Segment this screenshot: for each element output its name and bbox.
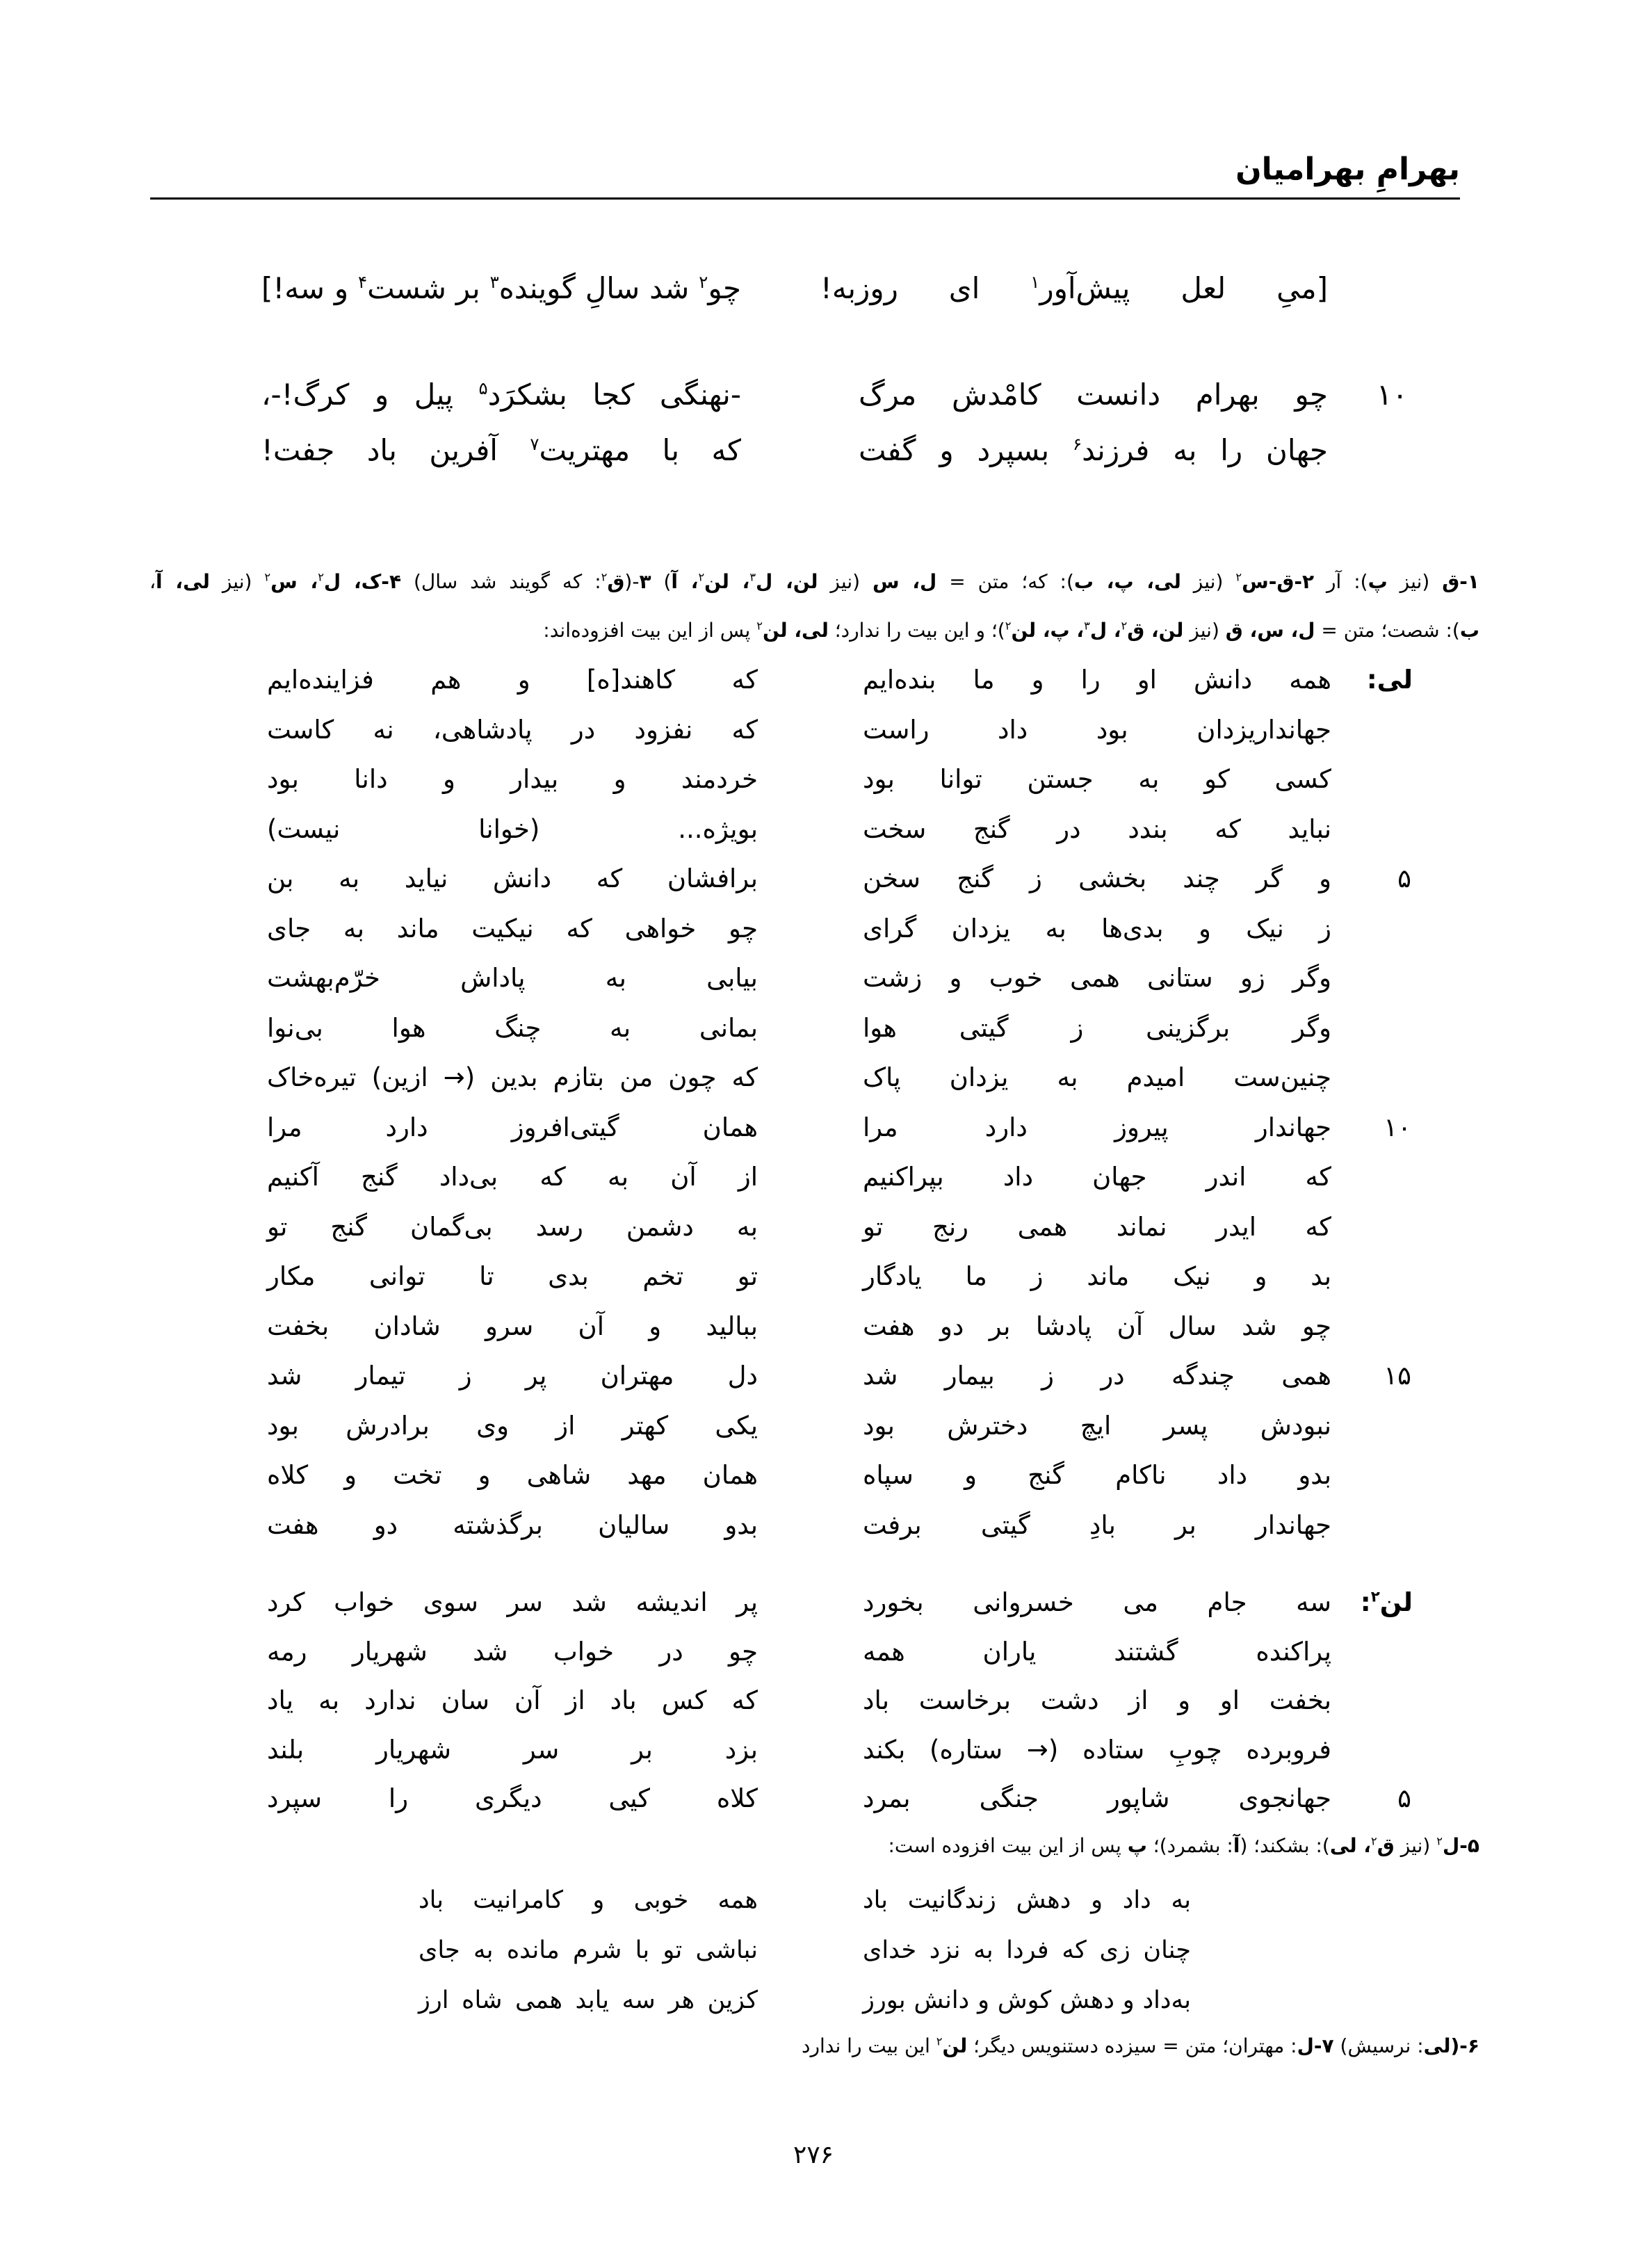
variant-verses-li — [0, 655, 1631, 1550]
footnote-line: ب): شصت؛ متن = ل، س، ق (نیز لن، ق$^۲$، ل$^۳$، پ، لن$^۲$)؛ و این بیت را ندارد؛ لی، لن$^۲$ پس از این بیت افزوده‌اند: — [543, 619, 1479, 642]
note-reference-superscript: ۳ — [1084, 619, 1090, 633]
hemistich-right: به داد و دهش زندگانیت باد — [863, 1886, 1191, 1914]
variant-verse-row — [0, 1676, 1631, 1726]
note-reference-superscript: ۳ — [489, 272, 499, 292]
hemistich-right: که ایدر نماند همی رنج تو — [863, 1211, 1331, 1242]
manuscript-siglum: ق — [1377, 1834, 1395, 1857]
variant-verse-row — [0, 1103, 1631, 1153]
hemistich-right: وگر برگزینی ز گیتی هوا — [863, 1012, 1331, 1043]
manuscript-siglum: پ — [1368, 570, 1388, 593]
variant-verse-row — [0, 1774, 1631, 1824]
added-verse-row — [0, 1925, 1631, 1975]
hemistich-left: بدو سالیان برگذشته دو هفت — [267, 1509, 758, 1540]
note-reference-superscript: ۲ — [601, 570, 608, 584]
note-reference-superscript: ۲ — [1235, 570, 1242, 584]
manuscript-label: لی: — [1366, 665, 1413, 695]
hemistich-right: به‌داد و دهش کوش و دانش بورز — [863, 1986, 1191, 2014]
manuscript-siglum: ۲-ق-س — [1242, 570, 1315, 593]
hemistich-right: [میِ لعل پیش‌آور$^۱$ ای روزبه! — [820, 271, 1328, 305]
variant-verse-row — [0, 804, 1631, 854]
hemistich-right: چو بهرام دانست کامْدش مرگ — [859, 378, 1328, 412]
manuscript-siglum: ، لن — [704, 570, 750, 593]
hemistich-right: جهانداریزدان بود داد راست — [863, 714, 1331, 745]
note-reference-superscript: ۵ — [478, 378, 488, 398]
added-verse-row — [0, 1975, 1631, 2025]
verse-number: ۱۰ — [1383, 1112, 1411, 1142]
running-header-title: بهرامِ بهرامیان — [1235, 152, 1460, 187]
variant-verse-row — [0, 904, 1631, 954]
variant-verse-row — [0, 1152, 1631, 1202]
hemistich-left: دل مهتران پر ز تیمار شد — [267, 1361, 758, 1391]
manuscript-siglum: ۳ — [639, 570, 651, 593]
hemistich-right: فروبرده چوبِ ستاده (→ ستاره) بکند — [863, 1734, 1331, 1765]
hemistich-left: بزد بر سر شهریار بلند — [267, 1734, 758, 1765]
hemistich-right: جهاندار پیروز دارد مرا — [863, 1112, 1331, 1142]
variant-verse-row — [0, 854, 1631, 904]
variant-verse-row — [0, 1351, 1631, 1401]
variant-verse-row — [0, 1252, 1631, 1302]
variant-verse-row — [0, 1726, 1631, 1775]
note-reference-superscript: ۲ — [318, 570, 324, 584]
note-reference-superscript: ۴ — [358, 272, 368, 292]
hemistich-left: همان مهد شاهی و تخت و کلاه — [267, 1460, 758, 1490]
manuscript-siglum: لی، آ — [156, 570, 210, 593]
added-verse-row — [0, 1875, 1631, 1925]
hemistich-right: همی چندگه در ز بیمار شد — [863, 1361, 1331, 1391]
hemistich-right: جهانجوی شاپور جنگی بمرد — [863, 1783, 1331, 1813]
hemistich-left: تو تخم بدی تا توانی مکار — [267, 1261, 758, 1291]
note-reference-superscript: ۶ — [1073, 434, 1082, 454]
main-verse-row — [0, 371, 1631, 419]
variant-verses-lan2 — [0, 1578, 1631, 1824]
manuscript-siglum: ل، س — [872, 570, 937, 593]
hemistich-right: بدو داد ناکام گنج و سپاه — [863, 1460, 1331, 1490]
main-verse-row — [0, 264, 1631, 313]
variant-verse-row — [0, 1202, 1631, 1252]
manuscript-siglum: لی، پ، ب — [1073, 570, 1181, 593]
note-reference-superscript: ۲ — [1436, 1834, 1443, 1848]
manuscript-siglum: ۵-ل — [1442, 1834, 1479, 1857]
note-reference-superscript: ۲ — [698, 570, 705, 584]
hemistich-left: چو$^۲$ شد سالِ گوینده$^۳$ بر شست$^۴$ و سه!] — [261, 271, 742, 305]
hemistich-right: بخفت او و از دشت برخاست باد — [863, 1685, 1331, 1715]
hemistich-left: ببالید و آن سرو شادان بخفت — [267, 1311, 758, 1341]
header-rule-divider — [150, 197, 1460, 200]
hemistich-right: سه جام می خسروانی بخورد — [863, 1587, 1331, 1617]
variant-verse-row — [0, 1500, 1631, 1550]
hemistich-right: ز نیک و بدی‌ها به یزدان گرای — [863, 913, 1331, 943]
verse-number: ۱۵ — [1383, 1361, 1411, 1391]
verse-number: ۵ — [1397, 1783, 1411, 1813]
manuscript-siglum: ب — [1459, 619, 1479, 642]
manuscript-siglum: ۴-ک، ل — [323, 570, 402, 593]
page-number: ۲۷۶ — [793, 2141, 834, 2169]
hemistich-left: پر اندیشه شد سر سوی خواب کرد — [267, 1587, 758, 1617]
manuscript-siglum: ، آ — [671, 570, 699, 593]
manuscript-siglum: پ — [1127, 1834, 1147, 1857]
hemistich-left: چو در خواب شد شهریار رمه — [267, 1636, 758, 1667]
manuscript-siglum: ق — [607, 570, 625, 593]
hemistich-right: چنان زی که فردا به نزد خدای — [863, 1936, 1191, 1964]
hemistich-left: همان گیتی‌افروز دارد مرا — [267, 1112, 758, 1142]
hemistich-left: چو خواهی که نیکیت ماند به جای — [267, 913, 758, 943]
hemistich-left: که کاهند[ه] و هم فزاینده‌ایم — [267, 665, 758, 695]
footnote-line: ۱-ق (نیز پ): آر ۲-ق-س$^۲$ (نیز لی، پ، ب): که؛ متن = ل، س (نیز لن، ل$^۳$، لن$^۲$، آ) ۳-(ق$^۲$: که گویند شد سال) ۴-ک، ل$^۲$، س$^۲$ (نیز لی، آ، — [149, 570, 1479, 593]
manuscript-siglum: لن، ل — [756, 570, 818, 593]
verse-number: ۱۰ — [1376, 378, 1408, 412]
variant-verse-row — [0, 1628, 1631, 1677]
manuscript-label: لن$^۲$: — [1360, 1587, 1413, 1617]
hemistich-left: که چون من بتازم بدین (→ ازین) تیره‌خاک — [267, 1062, 758, 1092]
manuscript-siglum: ۶-(لی — [1423, 2034, 1479, 2057]
manuscript-siglum: ، لی — [1329, 1834, 1372, 1857]
variant-verse-row — [0, 705, 1631, 755]
main-verse-row — [0, 426, 1631, 475]
hemistich-left: همه خوبی و کامرانیت باد — [419, 1886, 758, 1914]
note-reference-superscript: ۲ — [936, 2034, 943, 2048]
manuscript-siglum: لی، لن — [762, 619, 829, 642]
verse-number: ۵ — [1397, 864, 1411, 893]
note-reference-superscript: ۲ — [1371, 1834, 1377, 1848]
hemistich-right: پراکنده گشتند یاران همه — [863, 1636, 1331, 1667]
note-reference-superscript: ۲ — [1121, 619, 1128, 633]
hemistich-right: کسی کو به جستن توانا بود — [863, 764, 1331, 794]
hemistich-right: بد و نیک ماند ز ما یادگار — [863, 1261, 1331, 1291]
manuscript-siglum: لن — [942, 2034, 968, 2057]
hemistich-right: نبودش پسر ایچ دخترش بود — [863, 1410, 1331, 1441]
hemistich-left: بیابی به پاداش خرّم‌بهشت — [267, 963, 758, 993]
hemistich-right: وگر زو ستانی همی خوب و زشت — [863, 963, 1331, 993]
note-reference-superscript: ۳ — [749, 570, 756, 584]
hemistich-right: جهان را به فرزند$^۶$ بسپرد و گفت — [859, 433, 1328, 467]
variant-verse-row — [0, 1450, 1631, 1500]
manuscript-siglum: ، پ، لن — [1011, 619, 1085, 642]
hemistich-right: همه دانش او را و ما بنده‌ایم — [863, 665, 1331, 695]
hemistich-right: چو شد سال آن پادشا بر دو هفت — [863, 1311, 1331, 1341]
hemistich-left: که کس باد از آن سان ندارد به یاد — [267, 1685, 758, 1715]
hemistich-left: کزین هر سه یابد همی شاه ارز — [419, 1986, 758, 2014]
hemistich-left: خردمند و بیدار و دانا بود — [267, 764, 758, 794]
note-reference-superscript: ۲ — [264, 570, 271, 584]
hemistich-left: بمانی به چنگ هوا بی‌نوا — [267, 1012, 758, 1043]
hemistich-left: کلاه کیی دیگری را سپرد — [267, 1783, 758, 1813]
footnote-line: ۵-ل$^۲$ (نیز ق$^۲$، لی): بشکند؛ (آ: بشمرد)؛ پ پس از این بیت افزوده است: — [888, 1834, 1479, 1857]
variant-verse-row — [0, 1401, 1631, 1451]
hemistich-left: بویژه... (خوانا نیست) — [267, 813, 758, 844]
variant-verse-row — [0, 953, 1631, 1003]
variant-verse-row — [0, 1302, 1631, 1352]
variant-verse-row — [0, 1003, 1631, 1053]
hemistich-right: و گر چند بخشی ز گنج سخن — [863, 864, 1331, 893]
footnote-line: ۶-(لی: نرسیش) ۷-ل: مهتران؛ متن = سیزده دستنویس دیگر؛ لن$^۲$ این بیت را ندارد — [802, 2034, 1479, 2057]
variant-verse-row — [0, 1053, 1631, 1103]
added-verses — [0, 1875, 1631, 2025]
note-reference-superscript: ۲ — [1005, 619, 1012, 633]
hemistich-left: نباشی تو با شرم مانده به جای — [419, 1936, 758, 1964]
hemistich-left: به دشمن رسد بی‌گمان گنج تو — [267, 1211, 758, 1242]
manuscript-siglum: ل، س، ق — [1225, 619, 1315, 642]
hemistich-right: چنین‌ست امیدم به یزدان پاک — [863, 1062, 1331, 1092]
hemistich-right: جهاندار بر بادِ گیتی برفت — [863, 1509, 1331, 1540]
hemistich-left: -نهنگی کجا بشکرَد$^۵$ پیل و کرگ!-، — [261, 378, 741, 412]
hemistich-right: که اندر جهان داد بپراکنیم — [863, 1162, 1331, 1192]
note-reference-superscript: ۲ — [1370, 1588, 1380, 1606]
hemistich-left: برافشان که دانش نیاید به بن — [267, 864, 758, 893]
variant-verse-row — [0, 754, 1631, 804]
note-reference-superscript: ۲ — [699, 272, 708, 292]
manuscript-siglum: ، س — [270, 570, 318, 593]
hemistich-right: نباید که بندد در گنج سخت — [863, 813, 1331, 844]
manuscript-siglum: آ — [1233, 1834, 1240, 1857]
note-reference-superscript: ۱ — [1030, 272, 1040, 292]
note-reference-superscript: ۷ — [530, 434, 539, 454]
hemistich-left: که نفزود در پادشاهی، نه کاست — [267, 714, 758, 745]
manuscript-siglum: لن، ق — [1127, 619, 1184, 642]
hemistich-left: از آن به که بی‌داد گنج آکنیم — [267, 1162, 758, 1192]
hemistich-left: که با مهتریت$^۷$ آفرین باد جفت! — [261, 433, 742, 467]
hemistich-left: یکی کهتر از وی برادرش بود — [267, 1410, 758, 1441]
manuscript-siglum: ۱-ق — [1442, 570, 1479, 593]
manuscript-siglum: ۷-ل — [1297, 2034, 1334, 2057]
manuscript-siglum: ، ل — [1089, 619, 1121, 642]
note-reference-superscript: ۲ — [756, 619, 763, 633]
